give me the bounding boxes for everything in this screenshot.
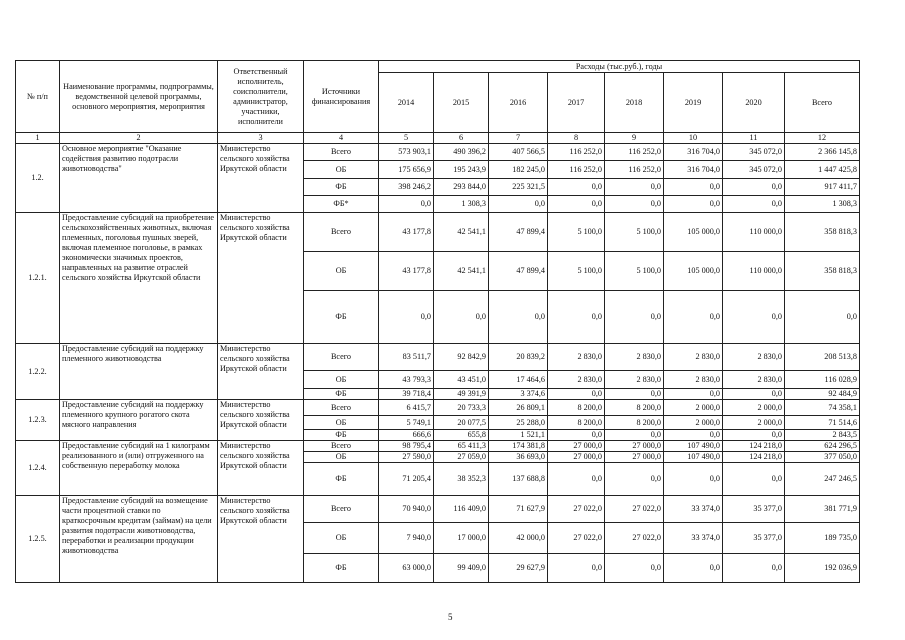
year-value: 8 200,0 [605,400,664,416]
year-value: 0,0 [723,179,785,196]
year-value: 0,0 [379,196,434,213]
year-value: 0,0 [548,554,605,583]
header-year: 2017 [548,73,605,133]
column-number: 2 [60,133,218,144]
year-value: 0,0 [489,291,548,344]
row-index: 1.2.2. [16,344,60,400]
year-value: 2 830,0 [548,344,605,371]
year-value: 2 830,0 [664,344,723,371]
column-number: 11 [723,133,785,144]
year-value: 43 177,8 [379,252,434,291]
year-value: 124 218,0 [723,452,785,463]
funding-source: Всего [304,344,379,371]
total-value: 358 818,3 [785,213,860,252]
responsible-executor: Министерство сельского хозяйства Иркутской области [218,496,304,583]
year-value: 0,0 [548,291,605,344]
year-value: 8 200,0 [548,416,605,430]
year-value: 345 072,0 [723,161,785,179]
year-value: 27 590,0 [379,452,434,463]
year-value: 0,0 [434,291,489,344]
year-value: 0,0 [723,554,785,583]
year-value: 20 839,2 [489,344,548,371]
year-value: 5 100,0 [548,252,605,291]
year-value: 0,0 [664,179,723,196]
year-value: 573 903,1 [379,144,434,161]
funding-source: Всего [304,441,379,452]
year-value: 175 656,9 [379,161,434,179]
year-value: 2 000,0 [664,416,723,430]
total-value: 71 514,6 [785,416,860,430]
funding-source: Всего [304,144,379,161]
year-value: 0,0 [723,463,785,496]
year-value: 27 022,0 [605,496,664,523]
year-value: 316 704,0 [664,144,723,161]
total-value: 917 411,7 [785,179,860,196]
header-num: № п/п [16,61,60,133]
year-value: 43 793,3 [379,371,434,389]
total-value: 116 028,9 [785,371,860,389]
funding-source: Всего [304,400,379,416]
column-number: 7 [489,133,548,144]
year-value: 110 000,0 [723,213,785,252]
column-number: 6 [434,133,489,144]
year-value: 43 451,0 [434,371,489,389]
total-value: 92 484,9 [785,389,860,400]
year-value: 33 374,0 [664,496,723,523]
year-value: 35 377,0 [723,523,785,554]
year-value: 116 252,0 [605,161,664,179]
year-value: 2 000,0 [723,400,785,416]
year-value: 195 243,9 [434,161,489,179]
year-value: 0,0 [605,196,664,213]
total-value: 189 735,0 [785,523,860,554]
year-value: 6 415,7 [379,400,434,416]
row-index: 1.2.4. [16,441,60,496]
header-expenses: Расходы (тыс.руб.), годы [379,61,860,73]
budget-table [15,60,860,583]
year-value: 35 377,0 [723,496,785,523]
year-value: 98 795,4 [379,441,434,452]
year-value: 2 830,0 [723,344,785,371]
year-value: 0,0 [664,430,723,441]
column-number: 9 [605,133,664,144]
year-value: 43 177,8 [379,213,434,252]
funding-source: ФБ [304,463,379,496]
year-value: 105 000,0 [664,252,723,291]
total-value: 0,0 [785,291,860,344]
funding-source: ФБ [304,179,379,196]
year-value: 107 490,0 [664,441,723,452]
table-row [16,400,860,416]
year-value: 20 733,3 [434,400,489,416]
year-value: 42 541,1 [434,252,489,291]
table-row [16,496,860,523]
header-name: Наименование программы, подпрограммы, ведомственной целевой программы, основного мероприятия, мероприятия [60,61,218,133]
year-value: 2 830,0 [605,344,664,371]
responsible-executor: Министерство сельского хозяйства Иркутской области [218,213,304,344]
header-year: 2018 [605,73,664,133]
year-value: 0,0 [548,463,605,496]
year-value: 1 521,1 [489,430,548,441]
funding-source: Всего [304,496,379,523]
year-value: 174 381,8 [489,441,548,452]
year-value: 345 072,0 [723,144,785,161]
responsible-executor: Министерство сельского хозяйства Иркутской области [218,344,304,400]
year-value: 5 100,0 [605,252,664,291]
responsible-executor: Министерство сельского хозяйства Иркутской области [218,441,304,496]
year-value: 17 464,6 [489,371,548,389]
year-value: 116 252,0 [605,144,664,161]
funding-source: ФБ [304,430,379,441]
header-year: 2015 [434,73,489,133]
year-value: 124 218,0 [723,441,785,452]
funding-source: ОБ [304,452,379,463]
header-total: Всего [785,73,860,133]
header-responsible: Ответственный исполнитель, соисполнители, администратор, участники, исполнители [218,61,304,133]
year-value: 0,0 [548,389,605,400]
column-number-row [16,133,860,144]
header-source: Источники финансирования [304,61,379,133]
year-value: 38 352,3 [434,463,489,496]
year-value: 27 000,0 [548,441,605,452]
year-value: 42 541,1 [434,213,489,252]
budget-body [16,144,860,583]
year-value: 70 940,0 [379,496,434,523]
year-value: 2 830,0 [605,371,664,389]
year-value: 316 704,0 [664,161,723,179]
year-value: 26 809,1 [489,400,548,416]
year-value: 116 252,0 [548,144,605,161]
year-value: 490 396,2 [434,144,489,161]
year-value: 49 391,9 [434,389,489,400]
year-value: 293 844,0 [434,179,489,196]
year-value: 5 100,0 [548,213,605,252]
funding-source: ОБ [304,416,379,430]
funding-source: ФБ [304,389,379,400]
total-value: 1 447 425,8 [785,161,860,179]
header-year: 2016 [489,73,548,133]
year-value: 2 830,0 [548,371,605,389]
row-index: 1.2. [16,144,60,213]
year-value: 0,0 [605,179,664,196]
funding-source: ОБ [304,523,379,554]
column-number: 12 [785,133,860,144]
activity-name: Основное мероприятие "Оказание содействия развитию подотрасли животноводства" [60,144,218,213]
table-row [16,144,860,161]
year-value: 105 000,0 [664,213,723,252]
year-value: 0,0 [664,291,723,344]
funding-source: ФБ [304,554,379,583]
year-value: 2 830,0 [664,371,723,389]
funding-source: Всего [304,213,379,252]
year-value: 36 693,0 [489,452,548,463]
year-value: 0,0 [605,554,664,583]
activity-name: Предоставление субсидий на 1 килограмм реализованного и (или) отгруженного на собственную переработку молока [60,441,218,496]
year-value: 33 374,0 [664,523,723,554]
total-value: 192 036,9 [785,554,860,583]
year-value: 0,0 [605,430,664,441]
year-value: 27 000,0 [548,452,605,463]
total-value: 208 513,8 [785,344,860,371]
year-value: 0,0 [723,291,785,344]
year-value: 29 627,9 [489,554,548,583]
row-index: 1.2.5. [16,496,60,583]
year-value: 137 688,8 [489,463,548,496]
year-value: 2 830,0 [723,371,785,389]
year-value: 2 000,0 [664,400,723,416]
responsible-executor: Министерство сельского хозяйства Иркутской области [218,144,304,213]
funding-source: ОБ [304,161,379,179]
year-value: 107 490,0 [664,452,723,463]
row-index: 1.2.3. [16,400,60,441]
year-value: 27 022,0 [605,523,664,554]
column-number: 1 [16,133,60,144]
year-value: 0,0 [548,196,605,213]
total-value: 2 843,5 [785,430,860,441]
year-value: 25 288,0 [489,416,548,430]
total-value: 1 308,3 [785,196,860,213]
row-index: 1.2.1. [16,213,60,344]
year-value: 27 000,0 [605,452,664,463]
total-value: 2 366 145,8 [785,144,860,161]
total-value: 74 358,1 [785,400,860,416]
year-value: 0,0 [548,430,605,441]
year-value: 27 022,0 [548,496,605,523]
year-value: 0,0 [605,389,664,400]
year-value: 27 000,0 [605,441,664,452]
activity-name: Предоставление субсидий на поддержку племенного крупного рогатого скота мясного направления [60,400,218,441]
year-value: 71 205,4 [379,463,434,496]
year-value: 27 022,0 [548,523,605,554]
year-value: 1 308,3 [434,196,489,213]
year-value: 116 409,0 [434,496,489,523]
year-value: 0,0 [548,179,605,196]
year-value: 182 245,0 [489,161,548,179]
funding-source: ОБ [304,252,379,291]
total-value: 381 771,9 [785,496,860,523]
year-value: 0,0 [723,389,785,400]
year-value: 3 374,6 [489,389,548,400]
year-value: 20 077,5 [434,416,489,430]
year-value: 407 566,5 [489,144,548,161]
year-value: 655,8 [434,430,489,441]
year-value: 0,0 [723,430,785,441]
total-value: 377 050,0 [785,452,860,463]
year-value: 92 842,9 [434,344,489,371]
header-year: 2019 [664,73,723,133]
total-value: 358 818,3 [785,252,860,291]
year-value: 5 749,1 [379,416,434,430]
year-value: 27 059,0 [434,452,489,463]
year-value: 0,0 [664,196,723,213]
table-row [16,441,860,452]
funding-source: ФБ* [304,196,379,213]
column-number: 8 [548,133,605,144]
total-value: 247 246,5 [785,463,860,496]
table-row [16,213,860,252]
year-value: 110 000,0 [723,252,785,291]
funding-source: ФБ [304,291,379,344]
year-value: 0,0 [605,463,664,496]
year-value: 65 411,3 [434,441,489,452]
page-number: 5 [448,612,453,622]
funding-source: ОБ [304,371,379,389]
year-value: 7 940,0 [379,523,434,554]
year-value: 0,0 [605,291,664,344]
year-value: 116 252,0 [548,161,605,179]
year-value: 8 200,0 [605,416,664,430]
year-value: 0,0 [379,291,434,344]
year-value: 63 000,0 [379,554,434,583]
year-value: 0,0 [664,389,723,400]
year-value: 0,0 [723,196,785,213]
year-value: 99 409,0 [434,554,489,583]
year-value: 8 200,0 [548,400,605,416]
year-value: 2 000,0 [723,416,785,430]
year-value: 398 246,2 [379,179,434,196]
column-number: 10 [664,133,723,144]
total-value: 624 296,5 [785,441,860,452]
year-value: 47 899,4 [489,213,548,252]
year-value: 0,0 [664,554,723,583]
year-value: 666,6 [379,430,434,441]
header-year: 2020 [723,73,785,133]
year-value: 0,0 [489,196,548,213]
column-number: 4 [304,133,379,144]
year-value: 47 899,4 [489,252,548,291]
responsible-executor: Министерство сельского хозяйства Иркутской области [218,400,304,441]
year-value: 17 000,0 [434,523,489,554]
activity-name: Предоставление субсидий на приобретение сельскохозяйственных животных, включая племенных, поголовья пушных зверей, включая племенное поголовье, в рамках экономически значимых проектов, направленных на развитие отраслей сельского хозяйства Иркутской области [60,213,218,344]
year-value: 83 511,7 [379,344,434,371]
year-value: 5 100,0 [605,213,664,252]
header-year: 2014 [379,73,434,133]
year-value: 225 321,5 [489,179,548,196]
year-value: 42 000,0 [489,523,548,554]
year-value: 71 627,9 [489,496,548,523]
column-number: 5 [379,133,434,144]
column-number: 3 [218,133,304,144]
table-row [16,344,860,371]
activity-name: Предоставление субсидий на поддержку племенного животноводства [60,344,218,400]
year-value: 39 718,4 [379,389,434,400]
year-value: 0,0 [664,463,723,496]
activity-name: Предоставление субсидий на возмещение части процентной ставки по краткосрочным кредитам (займам) на цели развития подотрасли животноводства, переработки и реализации продукции животноводства [60,496,218,583]
